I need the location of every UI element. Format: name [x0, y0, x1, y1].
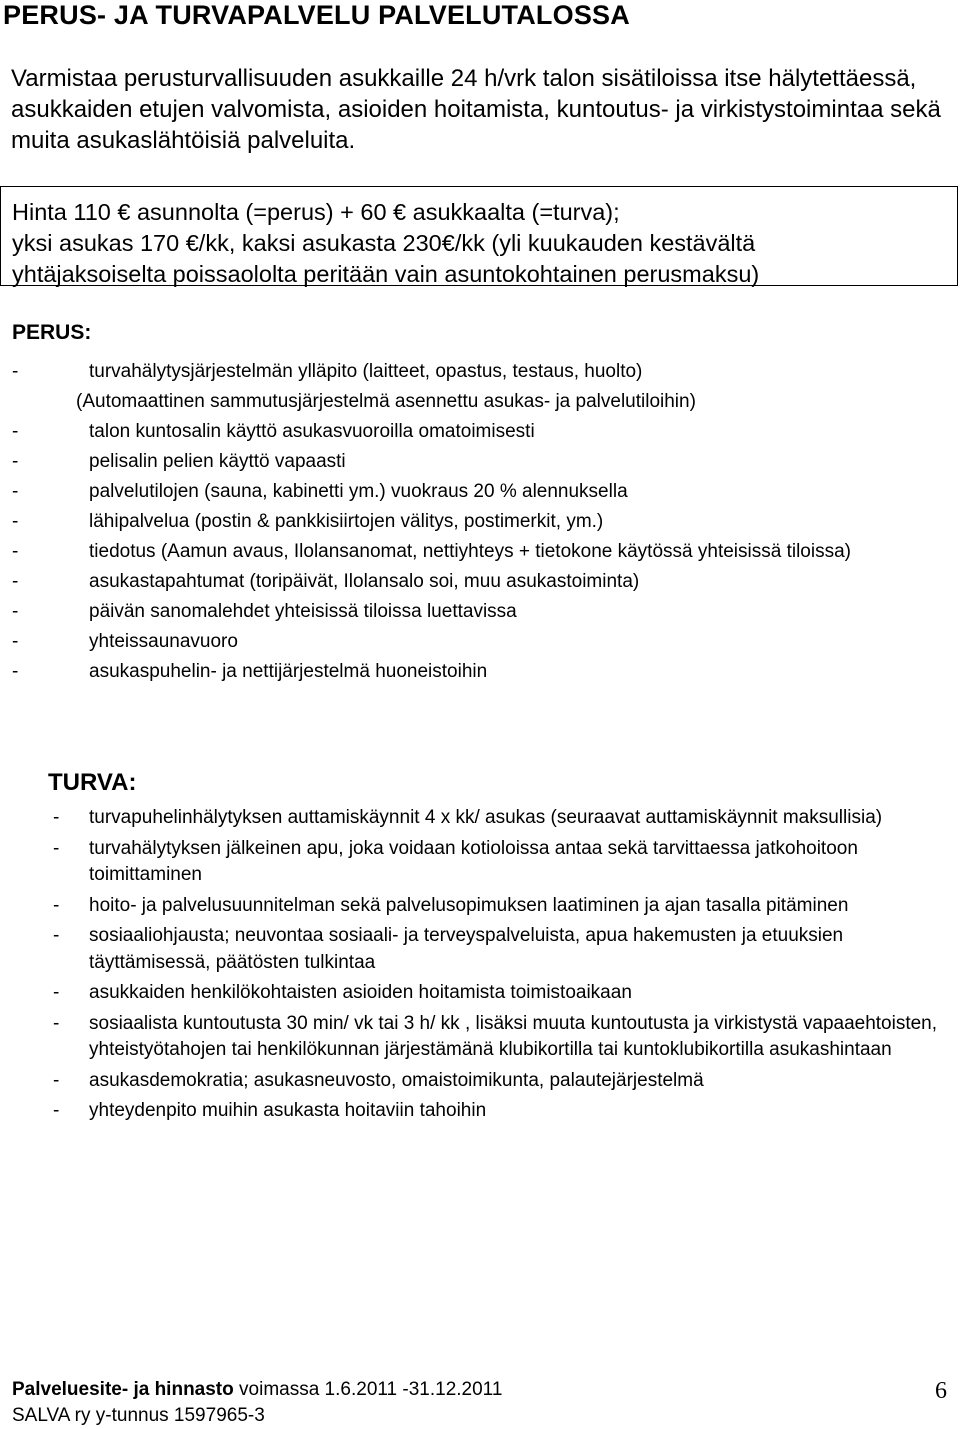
dash-bullet: -: [53, 1012, 60, 1034]
page-title: PERUS- JA TURVAPALVELU PALVELUTALOSSA: [3, 0, 630, 30]
dash-bullet: -: [53, 982, 60, 1003]
dash-bullet: -: [12, 631, 19, 652]
turva-list: [53, 805, 958, 1129]
page-number: 6: [935, 1378, 947, 1404]
dash-bullet: -: [12, 421, 19, 442]
list-item: [12, 537, 957, 567]
pricing-line: yhtäjaksoiselta poissaololta peritään vain asuntokohtainen perusmaksu): [12, 261, 760, 287]
list-item: [12, 417, 957, 447]
list-item: [12, 507, 957, 537]
list-item-text: asukastapahtumat (toripäivät, Ilolansalo soi, muu asukastoiminta): [89, 571, 640, 592]
dash-bullet: -: [12, 601, 19, 622]
list-item-text: asukkaiden henkilökohtaisten asioiden hoitamista toimistoaikaan: [89, 982, 632, 1003]
list-item: [53, 836, 958, 889]
dash-bullet: -: [53, 925, 60, 946]
turva-heading: TURVA:: [48, 769, 137, 796]
list-item-text: turvahälytysjärjestelmän ylläpito (laitteet, opastus, testaus, huolto): [89, 361, 643, 382]
list-item: [53, 1098, 958, 1125]
list-item: [53, 1011, 958, 1064]
perus-heading: PERUS:: [12, 321, 92, 344]
list-item: [12, 357, 957, 387]
pricing-line: yksi asukas 170 €/kk, kaksi asukasta 230€/kk (yli kuukauden kestävältä: [12, 230, 756, 256]
list-item-text: lähipalvelua (postin & pankkisiirtojen välitys, postimerkit, ym.): [89, 511, 604, 532]
list-item: [12, 627, 957, 657]
perus-list: [12, 357, 957, 687]
dash-bullet: -: [53, 837, 60, 859]
list-item: [53, 980, 958, 1007]
dash-bullet: -: [12, 451, 19, 472]
list-note-text: (Automaattinen sammutusjärjestelmä asennettu asukas- ja palvelutiloihin): [76, 391, 696, 412]
list-item-text: sosiaalista kuntoutusta 30 min/ vk tai 3 h/ kk , lisäksi muuta kuntoutusta ja virkistystä vapaaehtoisten, yhteistyötahojen tai henkilökunnan järjestämänä klubikortilla tai kuntoklubikortilla asukashintaan: [89, 1012, 938, 1060]
list-item-text: päivän sanomalehdet yhteisissä tiloissa luettavissa: [89, 601, 517, 622]
footer-doc-name: Palveluesite- ja hinnasto: [12, 1379, 234, 1400]
list-item: [53, 1068, 958, 1095]
list-item-text: talon kuntosalin käyttö asukasvuoroilla omatoimisesti: [89, 421, 535, 442]
footer-line: [12, 1377, 502, 1403]
dash-bullet: -: [53, 807, 60, 828]
dash-bullet: -: [12, 661, 19, 682]
list-item-text: asukasdemokratia; asukasneuvosto, omaistoimikunta, palautejärjestelmä: [89, 1069, 704, 1091]
dash-bullet: -: [53, 1100, 60, 1121]
intro-paragraph: Varmistaa perusturvallisuuden asukkaille 24 h/vrk talon sisätiloissa itse hälytettäessä, asukkaiden etujen valvomista, asioiden hoitamista, kuntoutus- ja virkistystoimintaa sekä muita asukaslähtöisiä palveluita.: [11, 65, 941, 154]
list-item-text: hoito- ja palvelusuunnitelman sekä palvelusopimuksen laatiminen ja ajan tasalla pitäminen: [89, 894, 849, 916]
list-item-text: turvahälytyksen jälkeinen apu, joka voidaan kotioloissa antaa sekä tarvittaessa jatkohoitoon toimittaminen: [89, 837, 858, 885]
list-item: [53, 893, 958, 920]
dash-bullet: -: [12, 361, 19, 382]
list-item: [12, 597, 957, 627]
page-footer: [12, 1377, 502, 1429]
list-item: [12, 657, 957, 687]
list-item: [53, 805, 958, 832]
list-item-text: pelisalin pelien käyttö vapaasti: [89, 451, 346, 472]
list-item-text: turvapuhelinhälytyksen auttamiskäynnit 4 x kk/ asukas (seuraavat auttamiskäynnit maksullisia): [89, 807, 883, 828]
list-item-text: sosiaaliohjausta; neuvontaa sosiaali- ja terveyspalveluista, apua hakemusten ja etuuksien täyttämisessä, päätösten tulkintaa: [89, 925, 844, 973]
list-item: [12, 447, 957, 477]
pricing-line: Hinta 110 € asunnolta (=perus) + 60 € asukkaalta (=turva);: [12, 199, 620, 225]
list-item: [12, 567, 957, 597]
dash-bullet: -: [12, 511, 19, 532]
list-item-text: palvelutilojen (sauna, kabinetti ym.) vuokraus 20 % alennuksella: [89, 481, 628, 502]
footer-validity: voimassa 1.6.2011 -31.12.2011: [233, 1379, 503, 1400]
dash-bullet: -: [12, 481, 19, 502]
list-note: [12, 387, 957, 417]
list-item: [53, 923, 958, 976]
dash-bullet: -: [12, 541, 19, 562]
dash-bullet: -: [53, 894, 60, 916]
list-item-text: tiedotus (Aamun avaus, Ilolansanomat, nettiyhteys + tietokone käytössä yhteisissä tiloissa): [89, 541, 851, 562]
dash-bullet: -: [12, 571, 19, 592]
list-item-text: yhteydenpito muihin asukasta hoitaviin tahoihin: [89, 1100, 487, 1121]
pricing-box: [0, 186, 958, 286]
footer-org: SALVA ry y-tunnus 1597965-3: [12, 1405, 265, 1426]
list-item-text: asukaspuhelin- ja nettijärjestelmä huoneistoihin: [89, 661, 488, 682]
list-item-text: yhteissaunavuoro: [89, 631, 238, 652]
dash-bullet: -: [53, 1069, 60, 1091]
list-item: [12, 477, 957, 507]
